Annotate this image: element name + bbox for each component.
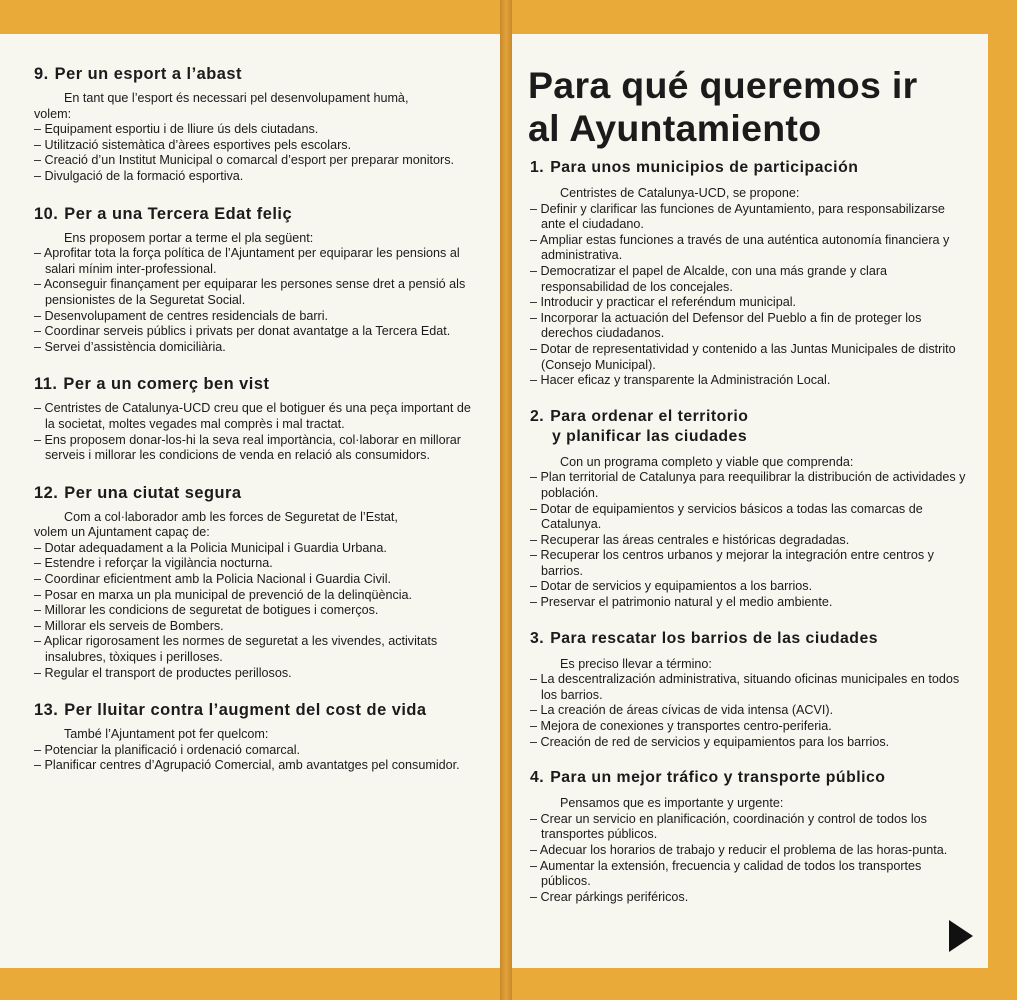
section-12 — [34, 483, 484, 682]
list-item: – Aplicar rigorosament les normes de seguretat a les vivendes, activitats insalubres, tòxiques i perilloses. — [34, 634, 484, 665]
section-number: 3. — [530, 629, 545, 647]
list-item: – Plan territorial de Catalunya para reequilibrar la distribución de actividades y población. — [530, 470, 970, 501]
section-intro: Com a col·laborador amb les forces de Seguretat de l’Estat, volem un Ajuntament capaç de: — [34, 509, 398, 540]
list-item: – Creación de red de servicios y equipamientos para los barrios. — [530, 735, 970, 751]
section-9 — [34, 64, 484, 185]
section-heading: Para unos municipios de participación — [550, 159, 859, 176]
list-item: – Aprofitar tota la força política de l’Ajuntament per equiparar les pensions al salari mínim inter-professional. — [34, 246, 484, 277]
section-title — [530, 768, 970, 788]
item-list — [34, 246, 484, 355]
section-number: 13. — [34, 701, 59, 720]
list-item: – Aconseguir finançament per equiparar les persones sense dret a pensió als pensionistes de la Seguretat Social. — [34, 277, 484, 308]
section-intro: Con un programa completo y viable que comprenda: — [560, 454, 854, 469]
section-title — [34, 374, 484, 394]
section-heading: Per una ciutat segura — [64, 483, 242, 502]
section-heading: Per a un comerç ben vist — [63, 375, 270, 394]
list-item: – Dotar adequadament a la Policia Municipal i Guardia Urbana. — [34, 541, 484, 557]
list-item: – Estendre i reforçar la vigilància nocturna. — [34, 556, 484, 572]
list-item: – Divulgació de la formació esportiva. — [34, 169, 484, 185]
list-item: – Introducir y practicar el referéndum municipal. — [530, 295, 970, 311]
section-heading: Para ordenar el territorio — [550, 407, 749, 425]
page-fold — [500, 0, 512, 1000]
list-item: – Dotar de equipamientos y servicios básicos a todas las comarcas de Catalunya. — [530, 502, 970, 533]
section-number: 4. — [530, 769, 545, 787]
section-13 — [34, 700, 484, 774]
list-item: – Centristes de Catalunya-UCD creu que el botiguer és una peça important de la societat, moltes vegades mal comprès i mal tractat. — [34, 401, 484, 432]
item-list — [34, 743, 484, 774]
section-heading: Para un mejor tráfico y transporte público — [550, 769, 886, 787]
list-item: – La descentralización administrativa, situando oficinas municipales en todos los barrios. — [530, 672, 970, 703]
section-3 — [530, 629, 970, 751]
list-item: – Ampliar estas funciones a través de una auténtica autonomía financiera y administrativa. — [530, 233, 970, 264]
section-11 — [34, 374, 484, 463]
section-number: 12. — [34, 483, 59, 502]
list-item: – Millorar les condicions de seguretat de botigues i comerços. — [34, 603, 484, 619]
next-page-arrow-icon — [949, 920, 973, 952]
item-list — [530, 672, 970, 750]
list-item: – Utilització sistemàtica d’àrees esportives pels escolars. — [34, 138, 484, 154]
list-item: – Coordinar eficientment amb la Policia Nacional i Guardia Civil. — [34, 572, 484, 588]
section-number: 9. — [34, 65, 49, 83]
section-number: 2. — [530, 407, 545, 425]
section-title — [34, 204, 484, 224]
left-column — [34, 64, 484, 793]
list-item: – Ens proposem donar-los-hi la seva real importància, col·laborar en millorar serveis i millorar les condicions de venda en relació als consumidors. — [34, 433, 484, 464]
item-list — [34, 401, 484, 463]
item-list — [530, 202, 970, 389]
section-number: 11. — [34, 375, 58, 394]
page-title-line: al Ayuntamiento — [528, 107, 822, 149]
list-item: – Equipament esportiu i de lliure ús dels ciutadans. — [34, 122, 484, 138]
list-item: – Crear un servicio en planificación, coordinación y control de todos los transportes públicos. — [530, 812, 970, 843]
list-item: – Adecuar los horarios de trabajo y reducir el problema de las horas-punta. — [530, 843, 970, 859]
section-heading-line2: y planificar las ciudades — [552, 427, 748, 445]
list-item: – Desenvolupament de centres residencials de barri. — [34, 309, 484, 325]
section-heading: Per lluitar contra l’augment del cost de vida — [64, 701, 427, 720]
section-4 — [530, 768, 970, 905]
list-item: – Millorar els serveis de Bombers. — [34, 619, 484, 635]
list-item: – Recuperar las áreas centrales e históricas degradadas. — [530, 533, 970, 549]
list-item: – Creació d’un Institut Municipal o comarcal d’esport per preparar monitors. — [34, 153, 484, 169]
list-item: – Posar en marxa un pla municipal de prevenció de la delinqüència. — [34, 588, 484, 604]
item-list — [34, 541, 484, 681]
list-item: – Aumentar la extensión, frecuencia y calidad de todos los transportes públicos. — [530, 859, 970, 890]
section-title — [530, 407, 970, 447]
section-title — [34, 64, 484, 84]
item-list — [34, 122, 484, 184]
section-10 — [34, 204, 484, 356]
list-item: – Recuperar los centros urbanos y mejorar la integración entre centros y barrios. — [530, 548, 970, 579]
section-title — [34, 483, 484, 503]
section-intro: Centristes de Catalunya-UCD, se propone: — [560, 186, 800, 200]
section-heading: Per a una Tercera Edat feliç — [64, 204, 293, 223]
list-item: – Servei d’assistència domiciliària. — [34, 340, 484, 356]
section-intro: També l’Ajuntament pot fer quelcom: — [64, 727, 269, 742]
item-list — [530, 470, 970, 610]
section-heading: Per un esport a l’abast — [54, 65, 242, 83]
list-item: – Coordinar serveis públics i privats per donat avantatge a la Tercera Edat. — [34, 324, 484, 340]
section-title — [530, 629, 970, 649]
section-intro: Pensamos que es importante y urgente: — [560, 796, 784, 811]
section-heading: Para rescatar los barrios de las ciudades — [550, 629, 879, 647]
list-item: – Democratizar el papel de Alcalde, con una más grande y clara responsabilidad de los concejales. — [530, 264, 970, 295]
section-2 — [530, 407, 970, 611]
list-item: – La creación de áreas cívicas de vida intensa (ACVI). — [530, 703, 970, 719]
item-list — [530, 812, 970, 906]
list-item: – Regular el transport de productes perillosos. — [34, 666, 484, 682]
page-title-line: Para qué queremos ir — [528, 64, 918, 106]
section-title — [34, 700, 484, 720]
list-item: – Definir y clarificar las funciones de Ayuntamiento, para responsabilizarse ante el ciudadano. — [530, 202, 970, 233]
list-item: – Incorporar la actuación del Defensor del Pueblo a fin de proteger los derechos ciudadanos. — [530, 311, 970, 342]
list-item: – Mejora de conexiones y transportes centro-periferia. — [530, 719, 970, 735]
section-number: 1. — [530, 159, 545, 176]
section-title — [530, 158, 970, 178]
section-1 — [530, 158, 970, 389]
list-item: – Hacer eficaz y transparente la Administración Local. — [530, 373, 970, 389]
list-item: – Planificar centres d’Agrupació Comercial, amb avantatges pel consumidor. — [34, 758, 484, 774]
section-intro: Ens proposem portar a terme el pla següent: — [64, 230, 314, 245]
section-number: 10. — [34, 204, 59, 223]
list-item: – Dotar de servicios y equipamientos a los barrios. — [530, 579, 970, 595]
page-title — [528, 64, 970, 150]
list-item: – Potenciar la planificació i ordenació comarcal. — [34, 743, 484, 759]
section-intro: Es preciso llevar a término: — [560, 656, 712, 671]
list-item: – Preservar el patrimonio natural y el medio ambiente. — [530, 595, 970, 611]
list-item: – Crear párkings periféricos. — [530, 890, 970, 906]
list-item: – Dotar de representatividad y contenido a las Juntas Municipales de distrito (Consejo Municipal). — [530, 342, 970, 373]
section-intro: En tant que l’esport és necessari pel desenvolupament humà, volem: — [34, 91, 409, 121]
right-column — [530, 64, 970, 923]
